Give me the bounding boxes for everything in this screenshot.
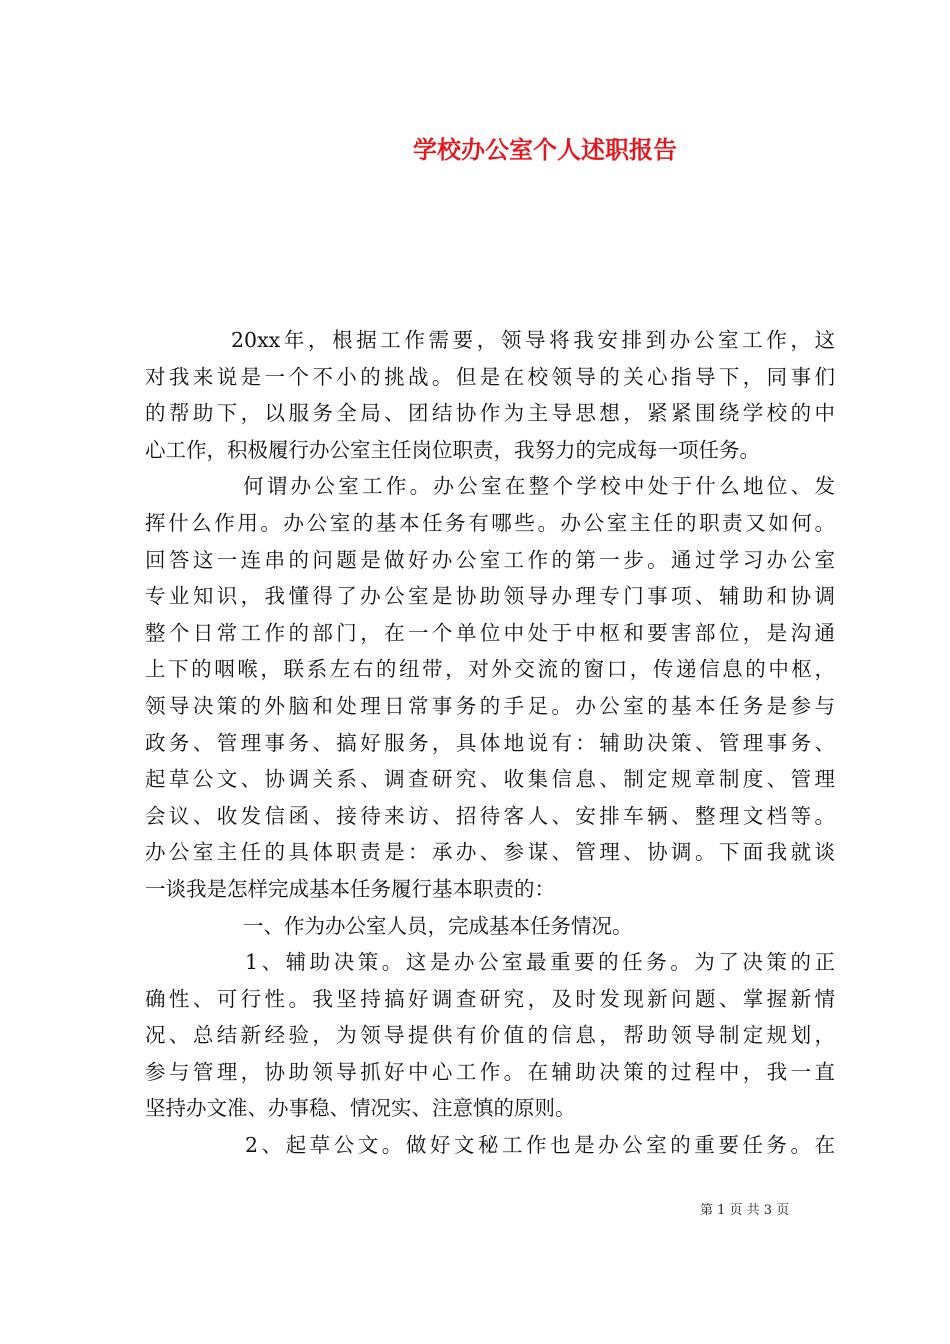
paragraph-line: 1、辅助决策。这是办公室最重要的任务。为了决策的正	[245, 950, 835, 975]
paragraph-line: 政务、管理事务、搞好服务，具体地说有：辅助决策、管理事务、	[145, 730, 835, 755]
paragraph-line: 20xx年，根据工作需要，领导将我安排到办公室工作，这	[231, 328, 835, 352]
paragraph-line: 办公室主任的具体职责是：承办、参谋、管理、协调。下面我就谈	[145, 840, 835, 865]
paragraph-line: 何谓办公室工作。办公室在整个学校中处于什么地位、发	[243, 474, 835, 499]
paragraph-line: 挥什么作用。办公室的基本任务有哪些。办公室主任的职责又如何。	[145, 510, 835, 535]
paragraph-line: 整个日常工作的部门，在一个单位中处于中枢和要害部位，是沟通	[145, 620, 835, 645]
paragraph-line: 的帮助下，以服务全局、团结协作为主导思想，紧紧围绕学校的中	[145, 401, 835, 426]
document-title: 学校办公室个人述职报告	[413, 135, 677, 164]
paragraph-line: 起草公文、协调关系、调查研究、收集信息、制定规章制度、管理	[145, 767, 835, 792]
paragraph-line: 上下的咽喉，联系左右的纽带，对外交流的窗口，传递信息的中枢，	[145, 657, 835, 682]
section-heading: 一、作为办公室人员，完成基本任务情况。	[243, 913, 633, 938]
paragraph-line: 心工作，积极履行办公室主任岗位职责，我努力的完成每一项任务。	[145, 437, 760, 462]
paragraph-line: 确性、可行性。我坚持搞好调查研究，及时发现新问题、掌握新情	[145, 986, 835, 1011]
page-number: 第 1 页 共 3 页	[700, 1203, 790, 1218]
paragraph-line: 坚持办文准、办事稳、情况实、注意慎的原则。	[145, 1096, 576, 1121]
paragraph-line: 2、起草公文。做好文秘工作也是办公室的重要任务。在	[245, 1133, 835, 1158]
paragraph-line: 况、总结新经验，为领导提供有价值的信息，帮助领导制定规划，	[145, 1023, 835, 1048]
paragraph-line: 领导决策的外脑和处理日常事务的手足。办公室的基本任务是参与	[145, 693, 835, 718]
paragraph-line: 会议、收发信函、接待来访、招待客人、安排车辆、整理文档等。	[145, 803, 835, 828]
paragraph-line: 回答这一连串的问题是做好办公室工作的第一步。通过学习办公室	[145, 547, 835, 572]
paragraph-line: 对我来说是一个不小的挑战。但是在校领导的关心指导下，同事们	[145, 364, 835, 389]
paragraph-line: 专业知识，我懂得了办公室是协助领导办理专门事项、辅助和协调	[145, 584, 835, 609]
document-body	[145, 322, 835, 1164]
paragraph-line: 一谈我是怎样完成基本任务履行基本职责的：	[145, 876, 555, 901]
paragraph-line: 参与管理，协助领导抓好中心工作。在辅助决策的过程中，我一直	[145, 1059, 835, 1084]
